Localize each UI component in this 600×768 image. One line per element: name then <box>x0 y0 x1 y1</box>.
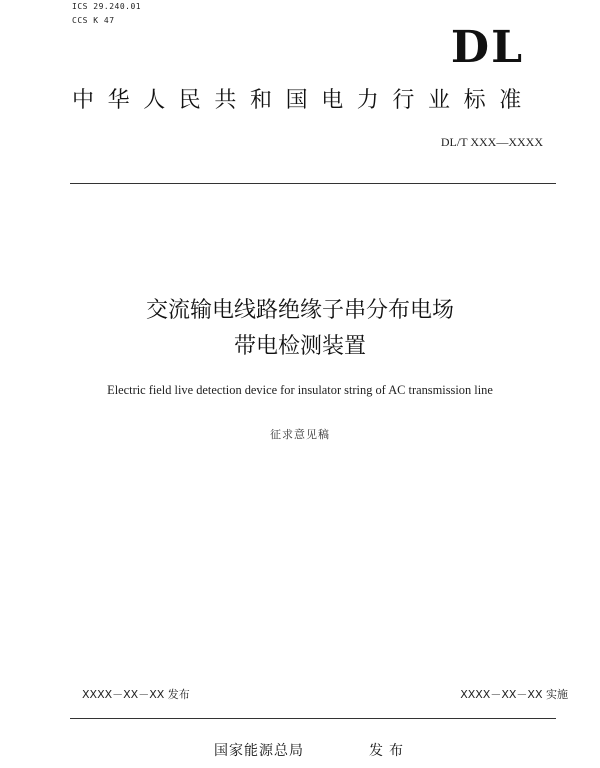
document-title-line-1: 交流输电线路绝缘子串分布电场 <box>145 298 454 323</box>
implement-date: XXXX－XX－XX 实施 <box>460 688 568 701</box>
ccs-code: CCS K 47 <box>72 16 115 25</box>
standard-class-title: 中华人民共和国电力行业标准 <box>72 88 535 113</box>
issuer-action: 发布 <box>369 743 409 759</box>
ics-code: ICS 29.240.01 <box>72 2 142 11</box>
dl-logo: DL <box>450 22 524 73</box>
publish-date: XXXX－XX－XX 发布 <box>82 688 190 701</box>
footer-divider <box>70 718 556 719</box>
draft-status: 征求意见稿 <box>270 428 330 441</box>
standard-number: DL/T XXX—XXXX <box>440 135 543 149</box>
header-divider <box>70 183 556 184</box>
issuer-name: 国家能源总局 <box>214 743 304 759</box>
document-title-line-2: 带电检测装置 <box>233 334 366 359</box>
english-title: Electric field live detection device for insulator string of AC transmission line <box>107 383 493 397</box>
